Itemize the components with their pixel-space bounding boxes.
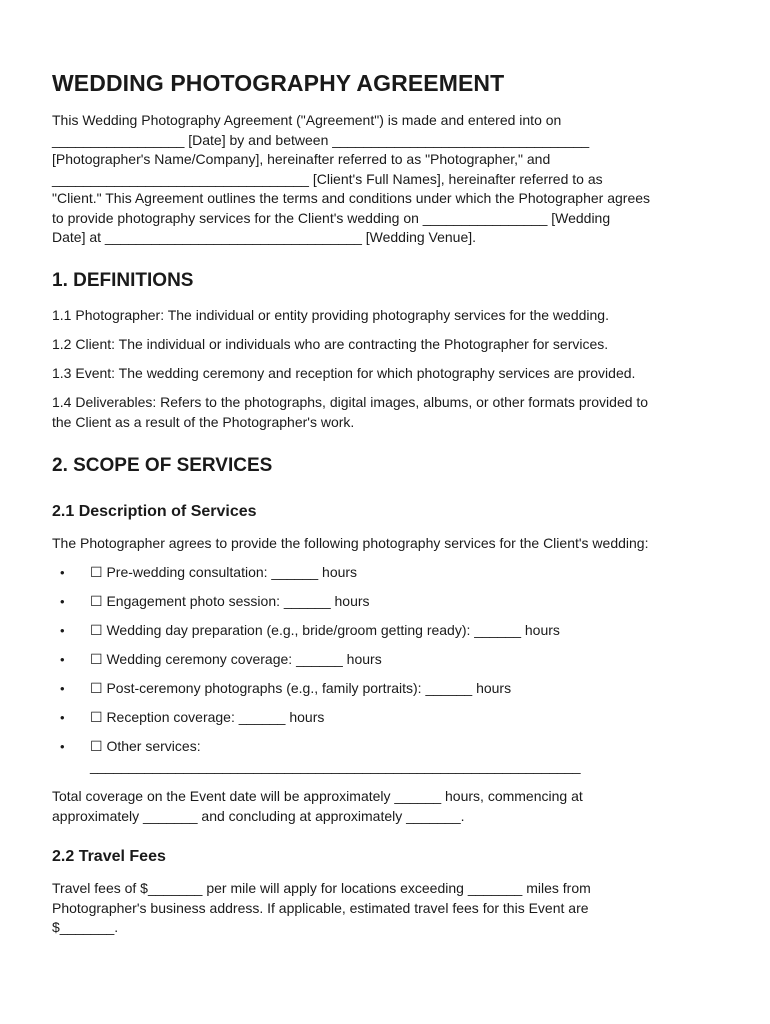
bullet-icon: • [60, 739, 65, 754]
service-item [60, 650, 650, 670]
service-item [60, 592, 650, 612]
intro-line: This Wedding Photography Agreement ("Agreement") is made and entered into on [52, 112, 562, 128]
other-services-line: _______________________________________________________________ [90, 757, 581, 774]
travel-fees-heading: 2.2 Travel Fees [52, 848, 166, 865]
intro-line: Date] at _________________________________ [Wedding Venue]. [52, 229, 477, 245]
bullet-icon: • [60, 681, 65, 696]
definition-line: 1.4 Deliverables: Refers to the photographs, digital images, albums, or other formats provided to [52, 394, 649, 410]
service-item-label: ☐ Reception coverage: ______ hours [90, 709, 325, 725]
definition-item: 1.3 Event: The wedding ceremony and reception for which photography services are provided. [52, 365, 636, 381]
intro-line: "Client." This Agreement outlines the terms and conditions under which the Photographer agrees [52, 190, 651, 206]
intro-line: to provide photography services for the Client's wedding on ________________ [Wedding [52, 209, 611, 226]
intro-line: _________________ [Date] by and between _________________________________ [52, 131, 590, 148]
travel-fees-line: Travel fees of $_______ per mile will apply for locations exceeding _______ miles from [52, 880, 591, 896]
bullet-icon: • [60, 594, 65, 609]
service-item-label: ☐ Post-ceremony photographs (e.g., family portraits): ______ hours [90, 680, 512, 696]
definition-line: the Client as a result of the Photographer's work. [52, 413, 355, 430]
travel-fees-line: Photographer's business address. If applicable, estimated travel fees for this Event are [52, 899, 589, 916]
service-item [60, 679, 650, 699]
service-item-label: ☐ Other services: [90, 738, 201, 754]
intro-line: _________________________________ [Client's Full Names], hereinafter referred to as [52, 170, 603, 187]
service-item-label: ☐ Pre-wedding consultation: ______ hours [90, 564, 358, 580]
bullet-icon: • [60, 565, 65, 580]
definition-item: 1.2 Client: The individual or individuals who are contracting the Photographer for services. [52, 336, 609, 352]
intro-paragraph [52, 111, 720, 248]
scope-heading: 2. SCOPE OF SERVICES [52, 455, 273, 476]
total-coverage-line: approximately _______ and concluding at approximately _______. [52, 807, 465, 824]
definition-item: 1.1 Photographer: The individual or entity providing photography services for the wedding. [52, 307, 609, 323]
description-heading: 2.1 Description of Services [52, 503, 257, 520]
service-item [60, 737, 650, 776]
definitions-heading: 1. DEFINITIONS [52, 270, 194, 291]
service-item [60, 563, 650, 583]
bullet-icon: • [60, 623, 65, 638]
bullet-icon: • [60, 652, 65, 667]
services-lead: The Photographer agrees to provide the following photography services for the Client's wedding: [52, 535, 649, 551]
total-coverage-line: Total coverage on the Event date will be approximately ______ hours, commencing at [52, 788, 583, 804]
service-item-label: ☐ Wedding day preparation (e.g., bride/groom getting ready): ______ hours [90, 622, 560, 638]
service-item-label: ☐ Engagement photo session: ______ hours [90, 593, 370, 609]
definition-item [52, 393, 720, 432]
intro-line: [Photographer's Name/Company], hereinafter referred to as "Photographer," and [52, 151, 551, 167]
document-title: WEDDING PHOTOGRAPHY AGREEMENT [52, 70, 505, 96]
bullet-icon: • [60, 710, 65, 725]
service-item [60, 621, 650, 641]
travel-fees-paragraph [52, 879, 720, 938]
total-coverage-paragraph [52, 787, 720, 826]
travel-fees-line: $_______. [52, 919, 119, 935]
service-item [60, 708, 650, 728]
service-item-label: ☐ Wedding ceremony coverage: ______ hours [90, 651, 382, 667]
